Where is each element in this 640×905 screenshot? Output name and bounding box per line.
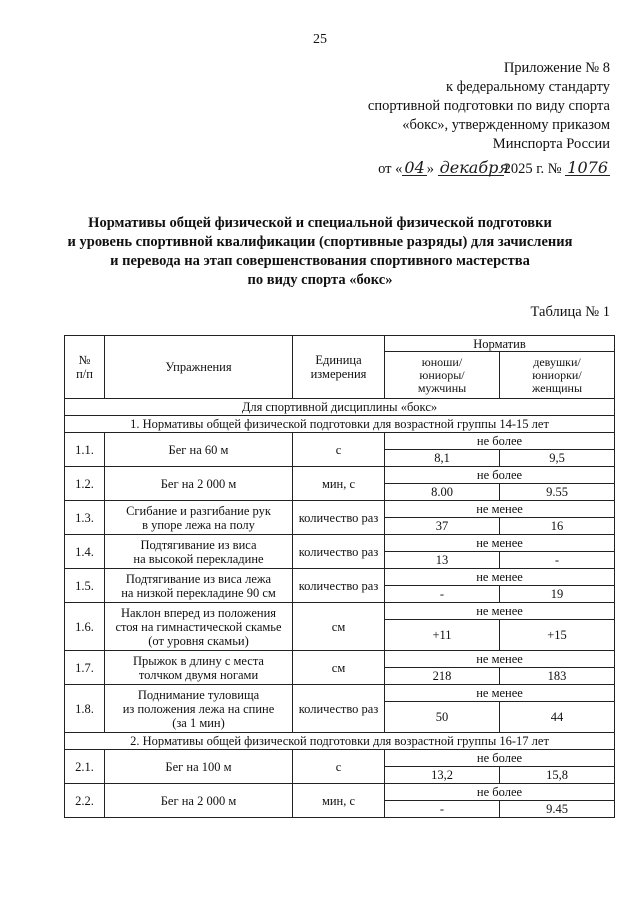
row-unit: мин, с [293,784,385,818]
row-unit: количество раз [293,501,385,535]
value-female: 16 [500,518,615,535]
title-line: и перевода на этап совершенствования спортивного мастерства [110,253,530,269]
exercise-line: на низкой перекладине 90 см [121,585,276,600]
value-female: 183 [500,668,615,685]
discipline-row [65,399,615,416]
section-label: 2. Нормативы общей физической подготовки для возрастной группы 16-17 лет [65,733,615,750]
table-row [65,750,615,767]
year-text: 2025 г. № [503,161,562,177]
table-row [65,784,615,801]
exercise-line: Подтягивание из виса лежа [125,571,272,586]
row-exercise [105,569,293,603]
header-unit: Единица измерения [293,336,385,399]
row-number: 1.4. [65,535,105,569]
discipline-label: Для спортивной дисциплины «бокс» [65,399,615,416]
value-female: 9,5 [500,450,615,467]
value-female: - [500,552,615,569]
row-number: 1.3. [65,501,105,535]
row-number: 1.7. [65,651,105,685]
section-row [65,733,615,750]
row-exercise [105,685,293,733]
exercise-line: Наклон вперед из положения [120,605,277,620]
section-label: 1. Нормативы общей физической подготовки для возрастной группы 14-15 лет [65,416,615,433]
row-condition: не менее [385,651,615,668]
row-number: 2.2. [65,784,105,818]
appendix-header [350,59,610,179]
exercise-line: Прыжок в длину с места [133,653,264,668]
row-unit: количество раз [293,535,385,569]
row-number: 1.2. [65,467,105,501]
table-row [65,651,615,668]
title-line: Нормативы общей физической и специальной физической подготовки [88,215,552,231]
row-condition: не менее [385,535,615,552]
standards-table [64,335,615,818]
row-unit: см [293,603,385,651]
row-condition: не более [385,784,615,801]
section-row [65,416,615,433]
date-mid: » [426,161,434,177]
table-row [65,685,615,702]
row-unit: см [293,651,385,685]
row-exercise [105,603,293,651]
table-row [65,603,615,620]
exercise-line: Бег на 100 м [165,759,232,774]
value-male: 218 [385,668,500,685]
exercise-line: из положения лежа на спине [122,701,275,716]
value-male: 13 [385,552,500,569]
handwritten-day: 04 [404,158,425,177]
date-prefix: от « [378,161,403,177]
row-unit: с [293,750,385,784]
value-male: - [385,801,500,818]
row-exercise [105,433,293,467]
value-female: +15 [500,620,615,651]
row-number: 1.1. [65,433,105,467]
row-exercise [105,501,293,535]
header-male: юноши/ юниоры/ мужчины [385,352,500,399]
value-male: 50 [385,702,500,733]
value-male: 37 [385,518,500,535]
row-exercise [105,750,293,784]
value-female: 9.45 [500,801,615,818]
exercise-line: Бег на 2 000 м [160,793,237,808]
row-condition: не более [385,467,615,484]
row-unit: количество раз [293,685,385,733]
value-female: 19 [500,586,615,603]
exercise-line: Сгибание и разгибание рук [126,503,271,518]
row-condition: не более [385,433,615,450]
row-number: 1.6. [65,603,105,651]
table-row [65,569,615,586]
order-date-line [350,160,610,179]
appendix-line: спортивной подготовки по виду спорта [367,98,610,114]
exercise-line: (от уровня скамьи) [148,633,249,648]
value-male: 13,2 [385,767,500,784]
table-row [65,501,615,518]
exercise-line: (за 1 мин) [172,715,225,730]
page-number: 25 [313,32,327,47]
title-line: и уровень спортивной квалификации (спортивные разряды) для зачисления [67,234,573,250]
row-condition: не менее [385,501,615,518]
row-exercise [105,784,293,818]
row-exercise [105,467,293,501]
row-number: 1.5. [65,569,105,603]
appendix-line: «бокс», утвержденному приказом [402,117,610,133]
header-norm: Норматив [385,336,615,352]
row-condition: не менее [385,603,615,620]
table-row [65,535,615,552]
value-male: +11 [385,620,500,651]
table-row [65,467,615,484]
exercise-line: стоя на гимнастической скамье [115,619,282,634]
appendix-line: Минспорта России [492,136,610,152]
exercise-line: толчком двумя ногами [138,667,259,682]
exercise-line: на высокой перекладине [133,551,264,566]
row-condition: не более [385,750,615,767]
row-condition: не менее [385,685,615,702]
exercise-line: Бег на 2 000 м [160,476,237,491]
document-title [20,214,620,290]
title-line: по виду спорта «бокс» [247,272,393,288]
exercise-line: Бег на 60 м [168,442,229,457]
table-row [65,433,615,450]
row-unit: мин, с [293,467,385,501]
header-num: № п/п [65,336,105,399]
row-exercise [105,535,293,569]
row-exercise [105,651,293,685]
exercise-line: Подтягивание из виса [140,537,257,552]
handwritten-month: декабря [439,158,509,177]
header-exercise: Упражнения [105,336,293,399]
value-male: - [385,586,500,603]
row-number: 2.1. [65,750,105,784]
row-condition: не менее [385,569,615,586]
header-row [65,336,615,352]
value-male: 8.00 [385,484,500,501]
table-label: Таблица № 1 [530,304,610,320]
row-unit: с [293,433,385,467]
row-unit: количество раз [293,569,385,603]
handwritten-number: 1076 [567,158,608,177]
row-number: 1.8. [65,685,105,733]
header-female: девушки/ юниорки/ женщины [500,352,615,399]
value-male: 8,1 [385,450,500,467]
appendix-line: Приложение № 8 [503,60,610,76]
value-female: 15,8 [500,767,615,784]
value-female: 9.55 [500,484,615,501]
value-female: 44 [500,702,615,733]
exercise-line: в упоре лежа на полу [142,517,255,532]
exercise-line: Поднимание туловища [137,687,260,702]
appendix-line: к федеральному стандарту [446,79,610,95]
